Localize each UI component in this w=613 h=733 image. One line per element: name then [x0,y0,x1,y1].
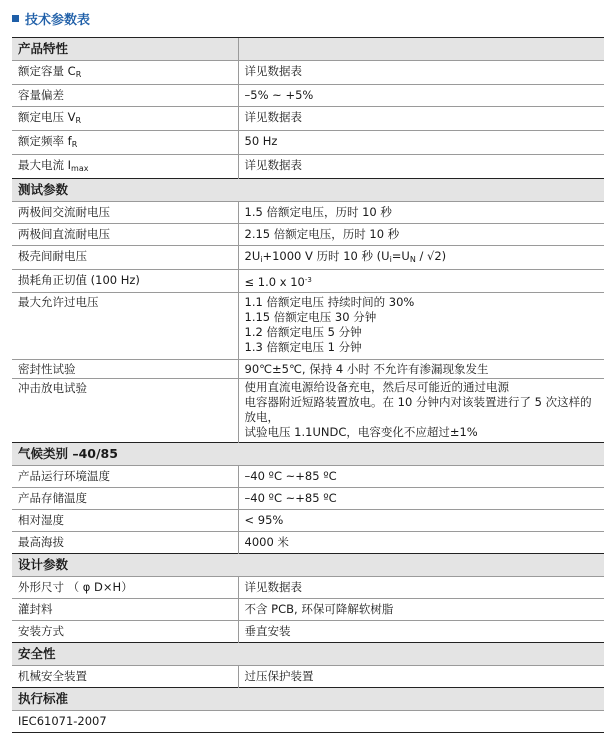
row-label: 极壳间耐电压 [12,246,238,270]
section-standard [12,688,604,711]
row-value: 不含 PCB, 环保可降解软树脂 [238,599,604,621]
row-label: 损耗角正切值 (100 Hz) [12,270,238,293]
section-title: 执行标准 [12,688,604,711]
row-value: 详见数据表 [238,155,604,179]
table-row [12,466,604,488]
row-value: 90℃±5℃, 保持 4 小时 不允许有渗漏现象发生 [238,360,604,379]
table-row [12,599,604,621]
row-label: 最高海拔 [12,532,238,554]
row-label: 相对湿度 [12,510,238,532]
spec-table [12,37,604,733]
section-title: 测试参数 [12,179,604,202]
row-value: 垂直安装 [238,621,604,643]
row-value: 1.1 倍额定电压 持续时间的 30% 1.15 倍额定电压 30 分钟 1.2 倍额定电压 5 分钟 1.3 倍额定电压 1 分钟 [238,293,604,360]
row-value: 详见数据表 [238,577,604,599]
section-test [12,179,604,202]
table-row [12,202,604,224]
table-row [12,360,604,379]
row-label: 外形尺寸 （ φ D×H） [12,577,238,599]
table-row [12,224,604,246]
table-row [12,621,604,643]
row-label: 最大电流 I [18,158,72,172]
row-value: 详见数据表 [238,61,604,85]
row-value: $2U_i+1000$ V 历时 10 秒 $(U_i=U_N / √2)$ [238,246,604,270]
bullet-square-icon [12,15,19,22]
section-product [12,38,604,61]
row-value: 4000 米 [238,532,604,554]
table-row [12,510,604,532]
row-label: 安装方式 [12,621,238,643]
row-label: 产品存储温度 [12,488,238,510]
standard-value: IEC61071-2007 [12,711,604,733]
section-title: 产品特性 [12,38,238,61]
table-row: 额定频率 $f_R$ 50 Hz [12,131,604,155]
row-value: –40 ºC ~+85 ºC [238,466,604,488]
row-value: –5% ~ +5% [238,85,604,107]
row-value: 使用直流电源给设备充电，然后尽可能近的通过电源 电容器附近短路装置放电。在 10 分钟内对该装置进行了 5 次这样的 放电， 试验电压 1.1UNDC，电容变化不应超过±1% [238,379,604,443]
table-row [12,666,604,688]
table-row [12,379,604,443]
row-label: 额定频率 f [18,134,72,148]
section-climate [12,443,604,466]
table-row [12,293,604,360]
section-title: 安全性 [12,643,604,666]
row-label: 机械安全装置 [12,666,238,688]
table-row [12,246,604,270]
row-label: 冲击放电试验 [12,379,238,443]
row-value: < 95% [238,510,604,532]
row-label: 容量偏差 [12,85,238,107]
table-row: 额定容量 $C_R$ 详见数据表 [12,61,604,85]
row-label: 额定容量 C [18,64,76,78]
row-label: 两极间直流耐电压 [12,224,238,246]
section-title: 气候类别 –40/85 [12,443,604,466]
row-value: 2.15 倍额定电压，历时 10 秒 [238,224,604,246]
row-label: 密封性试验 [12,360,238,379]
section-heading [12,7,90,29]
row-label: 产品运行环境温度 [12,466,238,488]
row-label: 最大允许过电压 [12,293,238,360]
row-label: 灌封料 [12,599,238,621]
table-row [12,270,604,293]
section-design [12,554,604,577]
row-value: –40 ºC ~+85 ºC [238,488,604,510]
table-row [12,488,604,510]
table-row: 额定电压 $V_R$ 详见数据表 [12,107,604,131]
table-row [12,711,604,733]
table-row: 最大电流 $I_{max}$ 详见数据表 [12,155,604,179]
table-row [12,532,604,554]
row-label: 两极间交流耐电压 [12,202,238,224]
row-value: 1.5 倍额定电压，历时 10 秒 [238,202,604,224]
row-label: 额定电压 V [18,110,76,124]
section-title: 设计参数 [12,554,604,577]
heading-title: 技术参数表 [25,12,91,28]
table-row [12,577,604,599]
table-row [12,85,604,107]
row-value: ≤ 1.0 x $10^{-3}$ [238,270,604,293]
row-value: 过压保护装置 [238,666,604,688]
row-value: 详见数据表 [238,107,604,131]
section-safety [12,643,604,666]
row-value: 50 Hz [238,131,604,155]
